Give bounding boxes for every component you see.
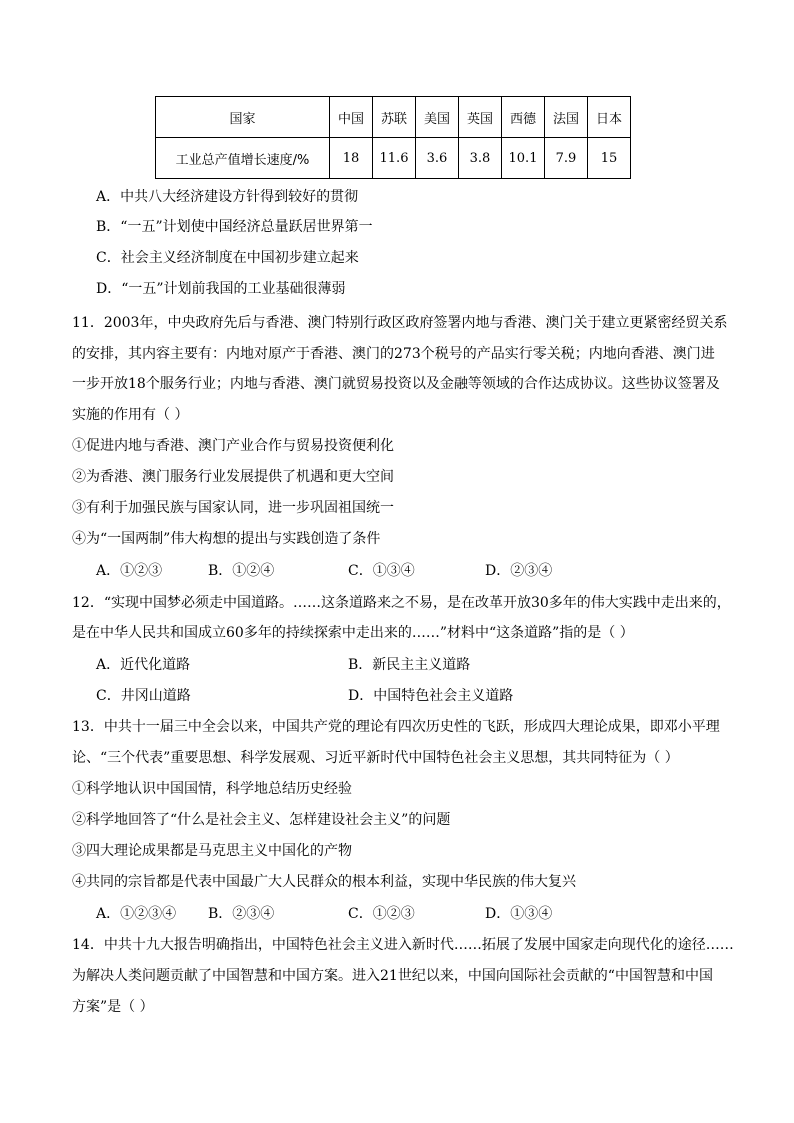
q11-stem-line: 的安排，其内容主要有：内地对原产于香港、澳门的273个税号的产品实行零关税；内地向香港、澳门进 (72, 346, 715, 362)
value-cell: 7.9 (545, 138, 588, 179)
country-cell: 日本 (588, 97, 631, 138)
table-row-label: 工业总产值增长速度/% (156, 138, 330, 179)
q13-option-a: A．①②③④ (96, 906, 177, 922)
country-cell: 美国 (416, 97, 459, 138)
q11-option-d: D．②③④ (485, 563, 553, 579)
q10-option-c: C．社会主义经济制度在中国初步建立起来 (96, 250, 359, 266)
table-header-row (156, 97, 631, 138)
q12-option-b: B．新民主主义道路 (348, 657, 471, 673)
value-cell: 11.6 (373, 138, 416, 179)
q12-option-c: C．井冈山道路 (96, 688, 191, 704)
q14-stem-line: 14．中共十九大报告明确指出，中国特色社会主义进入新时代……拓展了发展中国家走向现代化的途径…… (72, 937, 734, 953)
value-cell: 18 (330, 138, 373, 179)
q10-option-d: D．“一五”计划前我国的工业基础很薄弱 (96, 281, 346, 297)
q14-stem-line: 为解决人类问题贡献了中国智慧和中国方案。进入21世纪以来，中国向国际社会贡献的“中国智慧和中国 (72, 968, 713, 984)
q11-statement-4: ④为“一国两制”伟大构想的提出与实践创造了条件 (72, 531, 381, 547)
q14-stem-line: 方案”是（ ） (72, 999, 154, 1015)
q13-stem-line: 13．中共十一届三中全会以来，中国共产党的理论有四次历史性的飞跃，形成四大理论成果，即邓小平理 (72, 719, 720, 735)
q13-option-b: B．②③④ (208, 906, 275, 922)
value-cell: 10.1 (502, 138, 545, 179)
q11-option-c: C．①③④ (348, 563, 415, 579)
q11-option-a: A．①②③ (96, 563, 163, 579)
q11-option-b: B．①②④ (208, 563, 275, 579)
q13-statement-4: ④共同的宗旨都是代表中国最广大人民群众的根本利益，实现中华民族的伟大复兴 (72, 874, 576, 890)
q12-stem-line: 12．“实现中国梦必须走中国道路。……这条道路来之不易，是在改革开放30多年的伟大实践中走出来的， (72, 595, 731, 611)
q13-statement-3: ③四大理论成果都是马克思主义中国化的产物 (72, 843, 352, 859)
country-cell: 苏联 (373, 97, 416, 138)
value-cell: 3.6 (416, 138, 459, 179)
q13-stem-line: 论、“三个代表”重要思想、科学发展观、习近平新时代中国特色社会主义思想，其共同特征为（ ） (72, 750, 679, 766)
country-cell: 法国 (545, 97, 588, 138)
q13-statement-1: ①科学地认识中国国情，科学地总结历史经验 (72, 781, 352, 797)
q11-statement-3: ③有利于加强民族与国家认同，进一步巩固祖国统一 (72, 500, 394, 516)
q11-stem-line: 一步开放18个服务行业；内地与香港、澳门就贸易投资以及金融等领域的合作达成协议。这些协议签署及 (72, 376, 720, 392)
q11-statement-2: ②为香港、澳门服务行业发展提供了机遇和更大空间 (72, 469, 394, 485)
q13-statement-2: ②科学地回答了“什么是社会主义、怎样建设社会主义”的问题 (72, 812, 451, 828)
q12-stem-line: 是在中华人民共和国成立60多年的持续探索中走出来的……”材料中“这条道路”指的是（ ） (72, 625, 634, 641)
table-header-label: 国家 (156, 97, 330, 138)
q12-option-a: A．近代化道路 (96, 657, 191, 673)
industrial-growth-table (155, 96, 631, 179)
q10-option-a: A．中共八大经济建设方针得到较好的贯彻 (96, 189, 359, 205)
table-value-row (156, 138, 631, 179)
country-cell: 中国 (330, 97, 373, 138)
q13-option-c: C．①②③ (348, 906, 415, 922)
q10-option-b: B．“一五”计划使中国经济总量跃居世界第一 (96, 219, 373, 235)
q11-stem-line: 实施的作用有（ ） (72, 407, 189, 423)
value-cell: 3.8 (459, 138, 502, 179)
country-cell: 英国 (459, 97, 502, 138)
country-cell: 西德 (502, 97, 545, 138)
q12-option-d: D．中国特色社会主义道路 (348, 688, 514, 704)
q13-option-d: D．①③④ (485, 906, 553, 922)
value-cell: 15 (588, 138, 631, 179)
q11-statement-1: ①促进内地与香港、澳门产业合作与贸易投资便利化 (72, 438, 394, 454)
q11-stem-line: 11．2003年，中央政府先后与香港、澳门特别行政区政府签署内地与香港、澳门关于建立更紧密经贸关系 (72, 315, 728, 331)
